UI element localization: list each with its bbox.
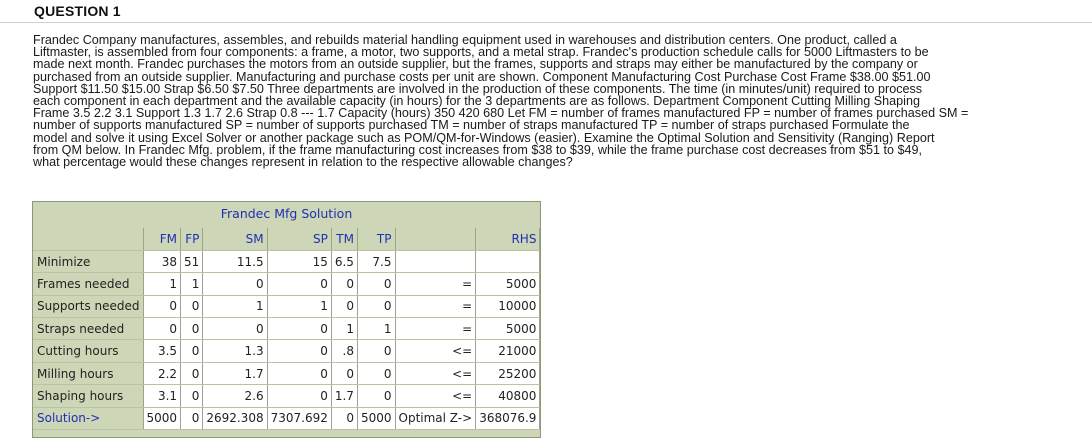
value-cell: 0 (267, 318, 331, 340)
value-cell: 51 (181, 250, 203, 272)
value-cell: 0 (203, 318, 267, 340)
question-line: Support $11.50 $15.00 Strap $6.50 $7.50 Three departments are involved in the production of these components. The time (in minutes/unit) required to process (33, 81, 923, 96)
value-cell: 1 (203, 295, 267, 317)
value-cell: 1 (357, 318, 395, 340)
value-cell: 11.5 (203, 250, 267, 272)
value-cell: 1 (181, 273, 203, 295)
value-cell: .8 (331, 340, 357, 362)
table-row (33, 407, 540, 429)
header-cell: FM (143, 228, 181, 250)
relation-cell: <= (395, 385, 476, 407)
value-cell: 5000 (143, 407, 181, 429)
value-cell: 1 (331, 318, 357, 340)
value-cell: 2.6 (203, 385, 267, 407)
header-cell: TP (357, 228, 395, 250)
relation-cell: = (395, 295, 476, 317)
question-title: QUESTION 1 (34, 3, 121, 19)
value-cell: 25200 (476, 362, 540, 384)
value-cell: 0 (181, 407, 203, 429)
value-cell: 2.2 (143, 362, 181, 384)
relation-cell (395, 250, 476, 272)
question-text (33, 34, 1053, 168)
row-label: Frames needed (33, 273, 143, 295)
value-cell: 0 (331, 273, 357, 295)
value-cell: 368076.9 (476, 407, 540, 429)
question-line: each component in each department and the available capacity (in hours) for the 3 departments are as follows. Department Component Cutting Milling Shaping (33, 94, 920, 109)
header-cell (395, 228, 476, 250)
relation-cell: Optimal Z-> (395, 407, 476, 429)
value-cell: 0 (143, 318, 181, 340)
table-row (33, 295, 540, 317)
table-row (33, 273, 540, 295)
value-cell (476, 250, 540, 272)
value-cell: 0 (181, 340, 203, 362)
table-row (33, 340, 540, 362)
value-cell: 15 (267, 250, 331, 272)
table-row (33, 362, 540, 384)
value-cell: 0 (331, 295, 357, 317)
header-row (33, 228, 540, 250)
value-cell: 0 (143, 295, 181, 317)
value-cell: 0 (181, 318, 203, 340)
relation-cell: = (395, 273, 476, 295)
value-cell: 0 (267, 273, 331, 295)
value-cell: 0 (267, 340, 331, 362)
row-label: Solution-> (33, 407, 143, 429)
value-cell: 7.5 (357, 250, 395, 272)
value-cell: 1.7 (331, 385, 357, 407)
value-cell: 0 (357, 295, 395, 317)
table-row (33, 250, 540, 272)
value-cell: 1.7 (203, 362, 267, 384)
question-line: what percentage would these changes represent in relation to the respective allowable changes? (33, 155, 573, 170)
header-cell: SP (267, 228, 331, 250)
value-cell: 21000 (476, 340, 540, 362)
value-cell: 5000 (357, 407, 395, 429)
value-cell: 2692.308 (203, 407, 267, 429)
relation-cell: = (395, 318, 476, 340)
row-label: Minimize (33, 250, 143, 272)
solution-table (33, 228, 540, 430)
value-cell: 0 (357, 385, 395, 407)
value-cell: 0 (357, 362, 395, 384)
value-cell: 5000 (476, 273, 540, 295)
relation-cell: <= (395, 362, 476, 384)
value-cell: 0 (331, 407, 357, 429)
question-line: made next month. Frandec purchases the motors from an outside supplier, but the frames, supports and straps may either be manufactured by the company or (33, 57, 918, 72)
value-cell: 1.3 (203, 340, 267, 362)
table-row (33, 385, 540, 407)
value-cell: 1 (143, 273, 181, 295)
value-cell: 38 (143, 250, 181, 272)
value-cell: 0 (267, 362, 331, 384)
header-cell: RHS (476, 228, 540, 250)
value-cell: 0 (267, 385, 331, 407)
question-line: from QM below. In Frandec Mfg. problem, if the frame manufacturing cost increases from $38 to $39, while the frame purchase cost decreases from $51 to $49, (33, 142, 922, 157)
value-cell: 0 (203, 273, 267, 295)
table-row (33, 318, 540, 340)
value-cell: 0 (181, 385, 203, 407)
relation-cell: <= (395, 340, 476, 362)
row-label: Supports needed (33, 295, 143, 317)
value-cell: 3.1 (143, 385, 181, 407)
value-cell: 3.5 (143, 340, 181, 362)
question-line: Liftmaster, is assembled from four components: a frame, a motor, two supports, and a metal strap. Frandec's production schedule calls for 5000 Liftmasters to be (33, 45, 929, 60)
value-cell: 10000 (476, 295, 540, 317)
header-cell (33, 228, 143, 250)
header-cell: TM (331, 228, 357, 250)
row-label: Shaping hours (33, 385, 143, 407)
value-cell: 0 (331, 362, 357, 384)
value-cell: 7307.692 (267, 407, 331, 429)
value-cell: 40800 (476, 385, 540, 407)
solution-table-panel (32, 201, 541, 438)
value-cell: 0 (357, 340, 395, 362)
header-cell: SM (203, 228, 267, 250)
row-label: Milling hours (33, 362, 143, 384)
question-line: model and solve it using Excel Solver or another package such as POM/QM-for-Windows (easier). Examine the Optimal Solution and Sensitivity (Ranging) Report (33, 130, 935, 145)
question-line: Frame 3.5 2.2 3.1 Support 1.3 1.7 2.6 Strap 0.8 --- 1.7 Capacity (hours) 350 420 680 Let FM = number of frames manufactured FP = number of frames purchased SM = (33, 106, 969, 121)
value-cell: 0 (181, 295, 203, 317)
header-cell: FP (181, 228, 203, 250)
row-label: Straps needed (33, 318, 143, 340)
solution-title: Frandec Mfg Solution (220, 206, 353, 221)
value-cell: 0 (357, 273, 395, 295)
question-line: number of supports manufactured SP = number of supports purchased TM = number of straps manufactured TP = number of straps purchased Formulate the (33, 118, 910, 133)
value-cell: 0 (181, 362, 203, 384)
value-cell: 5000 (476, 318, 540, 340)
question-header (0, 0, 1092, 23)
question-line: purchased from an outside supplier. Manufacturing and purchase costs per unit are shown. Component Manufacturing Cost Purchase Cost Frame $38.00 $51.00 (33, 69, 931, 84)
value-cell: 6.5 (331, 250, 357, 272)
row-label: Cutting hours (33, 340, 143, 362)
value-cell: 1 (267, 295, 331, 317)
question-line: Frandec Company manufactures, assembles, and rebuilds material handling equipment used in warehouses and distribution centers. One product, called a (33, 33, 897, 47)
